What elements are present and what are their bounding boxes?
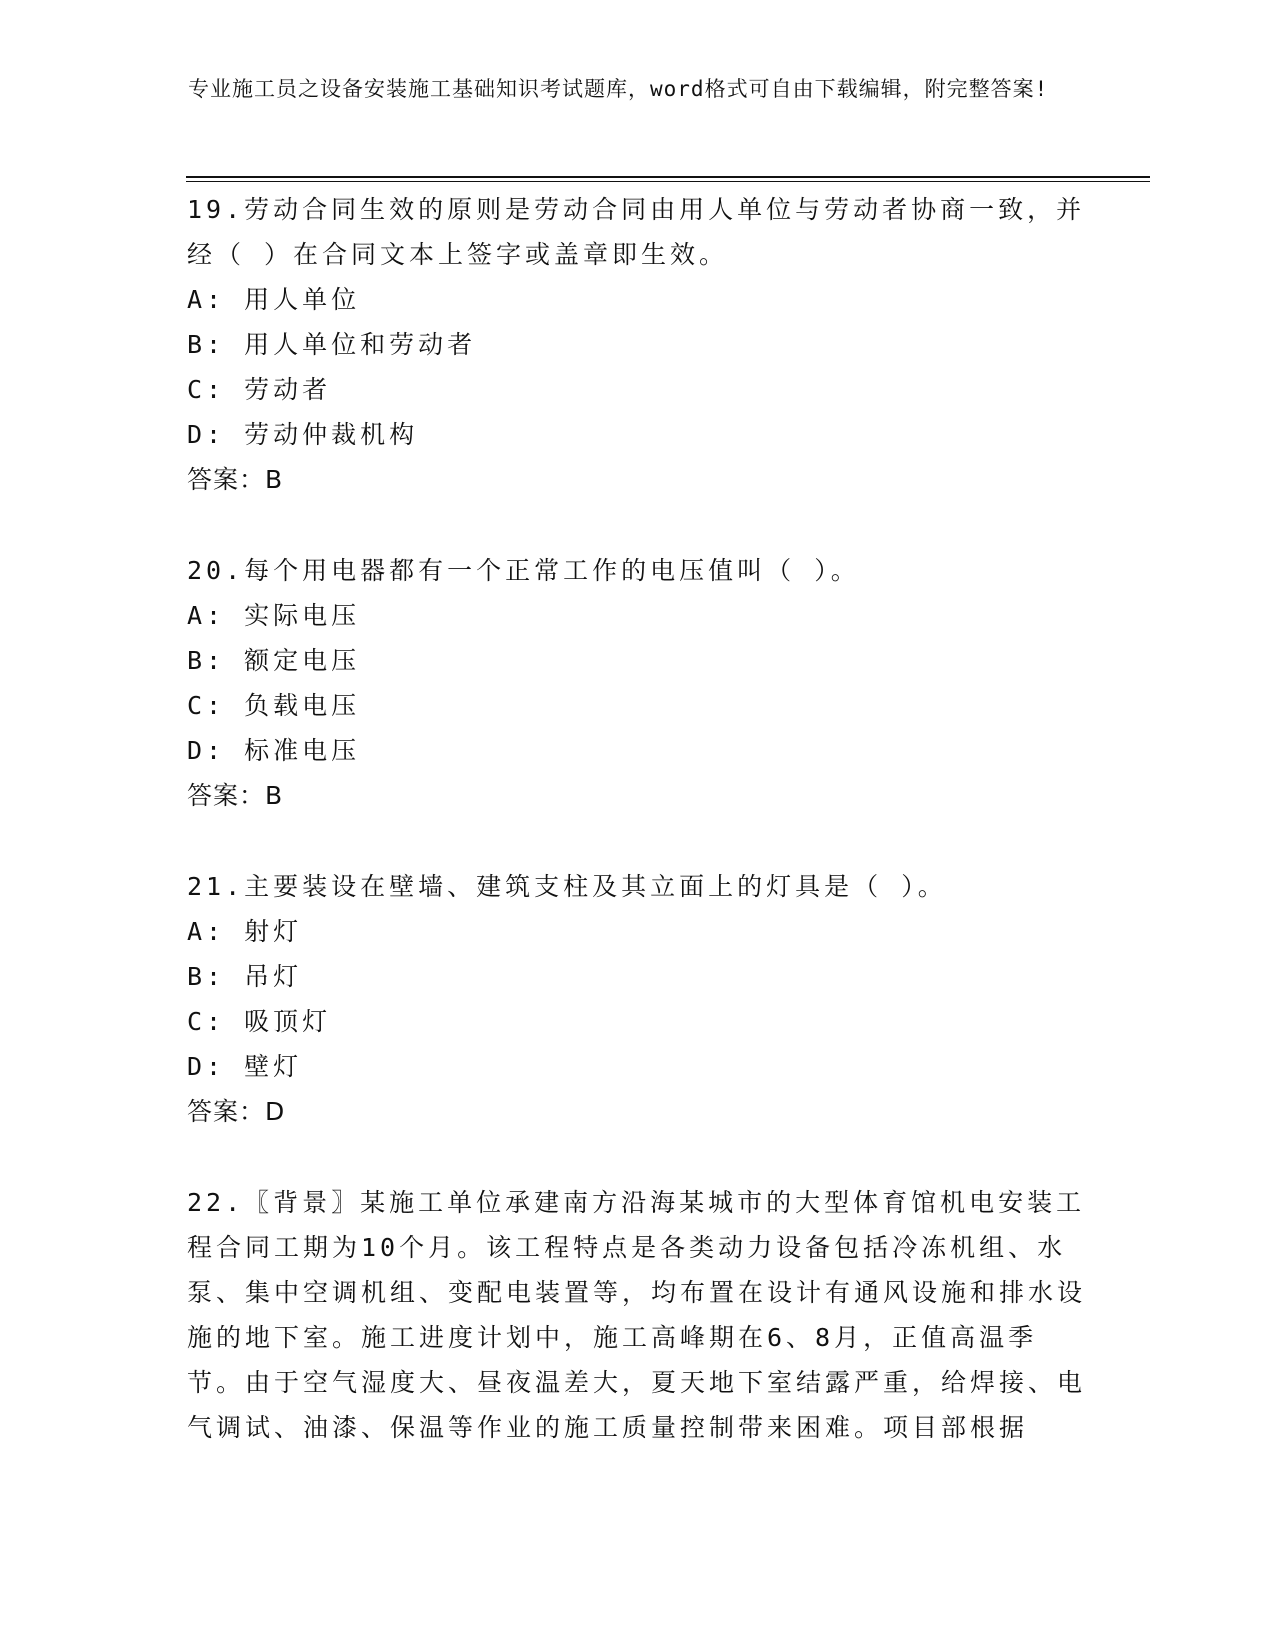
question-21 bbox=[187, 864, 1087, 1089]
question-stem: 22.〖背景〗某施工单位承建南方沿海某城市的大型体育馆机电安装工程合同工期为10个月。该工程特点是各类动力设备包括冷冻机组、水泵、集中空调机组、变配电装置等，均布置在设计有通风设施和排水设施的地下室。施工进度计划中，施工高峰期在6、8月，正值高温季节。由于空气湿度大、昼夜温差大，夏天地下室结露严重，给焊接、电气调试、油漆、保温等作业的施工质量控制带来困难。项目部根据 bbox=[187, 1188, 1087, 1442]
header-divider-thin bbox=[186, 181, 1150, 182]
question-list bbox=[187, 187, 1087, 1450]
option-a: A: 用人单位 bbox=[187, 285, 361, 314]
question-20 bbox=[187, 548, 1087, 773]
option-b: B: 用人单位和劳动者 bbox=[187, 330, 477, 359]
option-d: D: 壁灯 bbox=[187, 1052, 303, 1081]
option-b: B: 额定电压 bbox=[187, 646, 361, 675]
option-a: A: 实际电压 bbox=[187, 601, 361, 630]
spacer bbox=[187, 1134, 1087, 1180]
spacer bbox=[187, 502, 1087, 548]
question-22 bbox=[187, 1180, 1087, 1450]
answer-19: 答案：B bbox=[187, 465, 284, 494]
page-header: 专业施工员之设备安装施工基础知识考试题库，word格式可自由下载编辑，附完整答案! bbox=[188, 77, 1049, 101]
option-d: D: 标准电压 bbox=[187, 736, 361, 765]
question-stem: 20.每个用电器都有一个正常工作的电压值叫（ ）。 bbox=[187, 556, 860, 585]
header-divider bbox=[186, 176, 1150, 178]
option-d: D: 劳动仲裁机构 bbox=[187, 420, 419, 449]
question-19 bbox=[187, 187, 1087, 457]
answer-20: 答案：B bbox=[187, 781, 284, 810]
option-c: C: 吸顶灯 bbox=[187, 1007, 332, 1036]
option-c: C: 劳动者 bbox=[187, 375, 332, 404]
option-b: B: 吊灯 bbox=[187, 962, 303, 991]
spacer bbox=[187, 818, 1087, 864]
answer-21: 答案：D bbox=[187, 1097, 286, 1126]
question-stem: 21.主要装设在壁墙、建筑支柱及其立面上的灯具是（ ）。 bbox=[187, 872, 947, 901]
question-stem: 19.劳动合同生效的原则是劳动合同由用人单位与劳动者协商一致，并经（ ）在合同文本上签字或盖章即生效。 bbox=[187, 195, 1086, 269]
option-c: C: 负载电压 bbox=[187, 691, 361, 720]
option-a: A: 射灯 bbox=[187, 917, 303, 946]
